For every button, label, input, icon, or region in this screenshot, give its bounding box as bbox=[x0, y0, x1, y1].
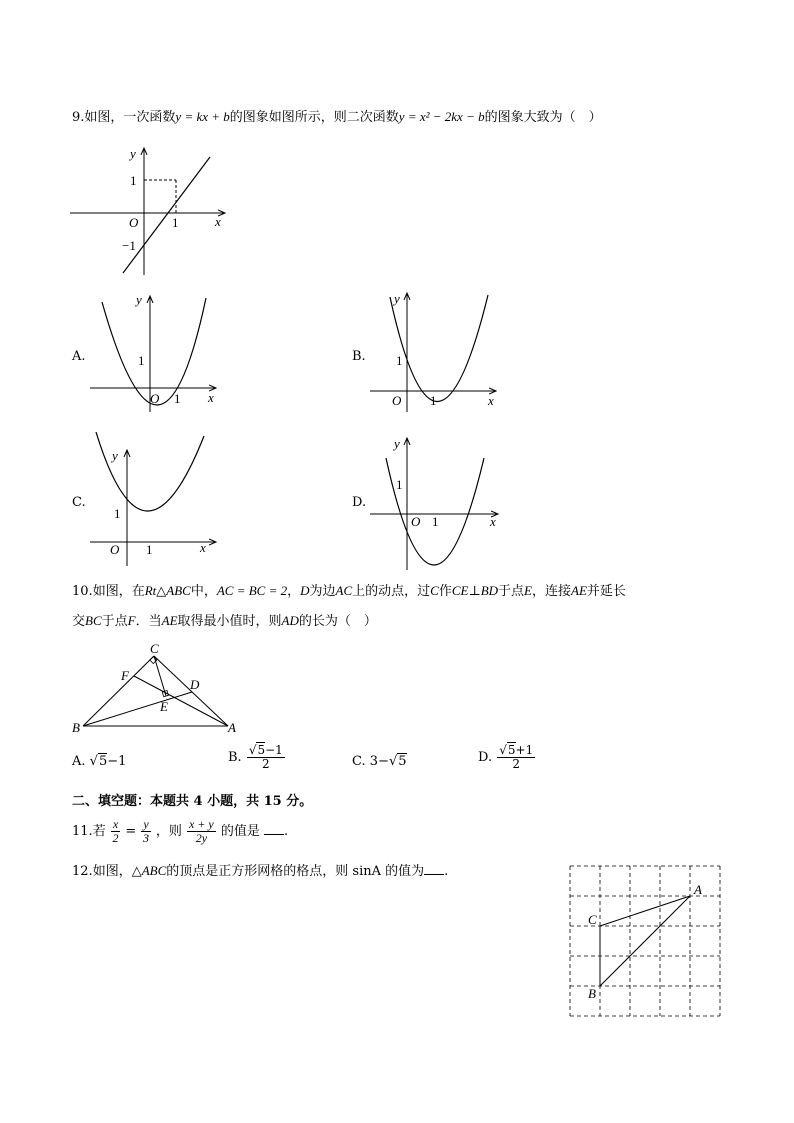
q9-option-d-letter[interactable]: D. bbox=[352, 495, 367, 510]
q10-option-b[interactable]: B. $\frac{√5-1}{2}$ bbox=[228, 743, 283, 771]
section-title: 二、填空题：本题共 4 小题，共 15 分。 bbox=[72, 794, 313, 809]
q9-option-c-letter[interactable]: C. bbox=[72, 495, 86, 510]
label-c: C bbox=[588, 912, 597, 927]
q10-stem-line1: 10.如图，在Rt△ABC中，AC = BC = 2，D为边AC上的动点，过C作CE⊥BD于点E，连接AE并延长 bbox=[72, 583, 626, 599]
origin-label: O bbox=[150, 391, 160, 406]
tick-label-neg1: −1 bbox=[122, 238, 136, 253]
q9-option-d-graph[interactable] bbox=[366, 432, 506, 572]
origin-label: O bbox=[411, 514, 421, 529]
fraction: $\frac{√5+1}{2}$ bbox=[499, 743, 534, 771]
x-label: x bbox=[208, 390, 214, 405]
y-label: y bbox=[130, 146, 136, 161]
q9-stem: 9.如图，一次函数y = kx + b的图象如图所示，则二次函数y = x² − 2kx − b的图象大致为（ ） bbox=[72, 109, 602, 125]
tick-label-y1: 1 bbox=[138, 353, 145, 368]
tick-label-x1: 1 bbox=[172, 215, 179, 230]
tick-label-x1: 1 bbox=[432, 514, 439, 529]
q9-linear-graph bbox=[60, 140, 240, 280]
y-label: y bbox=[136, 292, 142, 307]
q11-stem: 11.若 $\frac{x}{2}$ = $\frac{y}{3}$ ，则 $\frac{x + y}{2y}$ 的值是 . bbox=[72, 817, 289, 845]
label-f: F bbox=[121, 668, 129, 683]
q12-stem: 12.如图，△ABC的顶点是正方形网格的格点，则 sinA 的值为 . bbox=[72, 863, 449, 879]
tick-label-y1: 1 bbox=[130, 173, 137, 188]
label-b: B bbox=[72, 720, 80, 735]
segment-bc bbox=[83, 656, 154, 726]
parabola bbox=[386, 458, 484, 565]
tick-label-x1: 1 bbox=[430, 393, 437, 408]
parabola bbox=[96, 432, 204, 511]
fraction: $\frac{√5-1}{2}$ bbox=[248, 743, 283, 771]
tick-label-x1: 1 bbox=[174, 391, 181, 406]
fraction-x-over-2: $\frac{x}{2}$ bbox=[112, 817, 119, 845]
label-c: C bbox=[150, 641, 159, 656]
q10-option-d[interactable]: D. $\frac{√5+1}{2}$ bbox=[478, 743, 534, 771]
tick-label-y1: 1 bbox=[396, 353, 403, 368]
label-a: A bbox=[694, 882, 702, 897]
y-label: y bbox=[394, 291, 400, 306]
q12-grid-figure bbox=[566, 862, 726, 1022]
segment-ba bbox=[600, 896, 690, 986]
x-label: x bbox=[215, 214, 221, 229]
q9-option-b-letter[interactable]: B. bbox=[352, 349, 366, 364]
q10-option-c[interactable]: C. 3−√5 bbox=[352, 754, 407, 769]
fraction-xy-over-2y: $\frac{x + y}{2y}$ bbox=[188, 817, 214, 845]
q9-option-b-graph[interactable] bbox=[366, 287, 506, 412]
q10-stem-line2: 交BC于点F．当AE取得最小值时，则AD的长为（ ） bbox=[72, 613, 377, 629]
tick-label-x1: 1 bbox=[146, 542, 153, 557]
origin-label: O bbox=[392, 393, 402, 408]
answer-blank[interactable] bbox=[424, 874, 444, 875]
q9-option-a-letter[interactable]: A. bbox=[72, 349, 86, 364]
label-a: A bbox=[228, 720, 236, 735]
x-label: x bbox=[488, 393, 494, 408]
tick-label-y1: 1 bbox=[396, 477, 403, 492]
q9-option-a-graph[interactable] bbox=[86, 290, 226, 415]
x-label: x bbox=[200, 540, 206, 555]
label-e: E bbox=[160, 699, 168, 714]
label-d: D bbox=[190, 677, 200, 692]
segment-af bbox=[134, 676, 228, 726]
x-label: x bbox=[490, 514, 496, 529]
parabola bbox=[102, 298, 206, 405]
segment-ca bbox=[600, 896, 690, 926]
y-label: y bbox=[394, 436, 400, 451]
q10-triangle-figure bbox=[66, 638, 246, 738]
q10-option-a[interactable]: A. √5−1 bbox=[72, 754, 127, 769]
label-b: B bbox=[588, 986, 596, 1001]
y-label: y bbox=[112, 448, 118, 463]
tick-label-y1: 1 bbox=[114, 506, 121, 521]
segment-bd bbox=[83, 692, 192, 726]
q9-option-c-graph[interactable] bbox=[86, 428, 226, 568]
fraction-y-over-3: $\frac{y}{3}$ bbox=[143, 817, 150, 845]
parabola bbox=[390, 295, 488, 402]
answer-blank[interactable] bbox=[264, 834, 284, 835]
origin-label: O bbox=[110, 542, 120, 557]
origin-label: O bbox=[129, 215, 139, 230]
